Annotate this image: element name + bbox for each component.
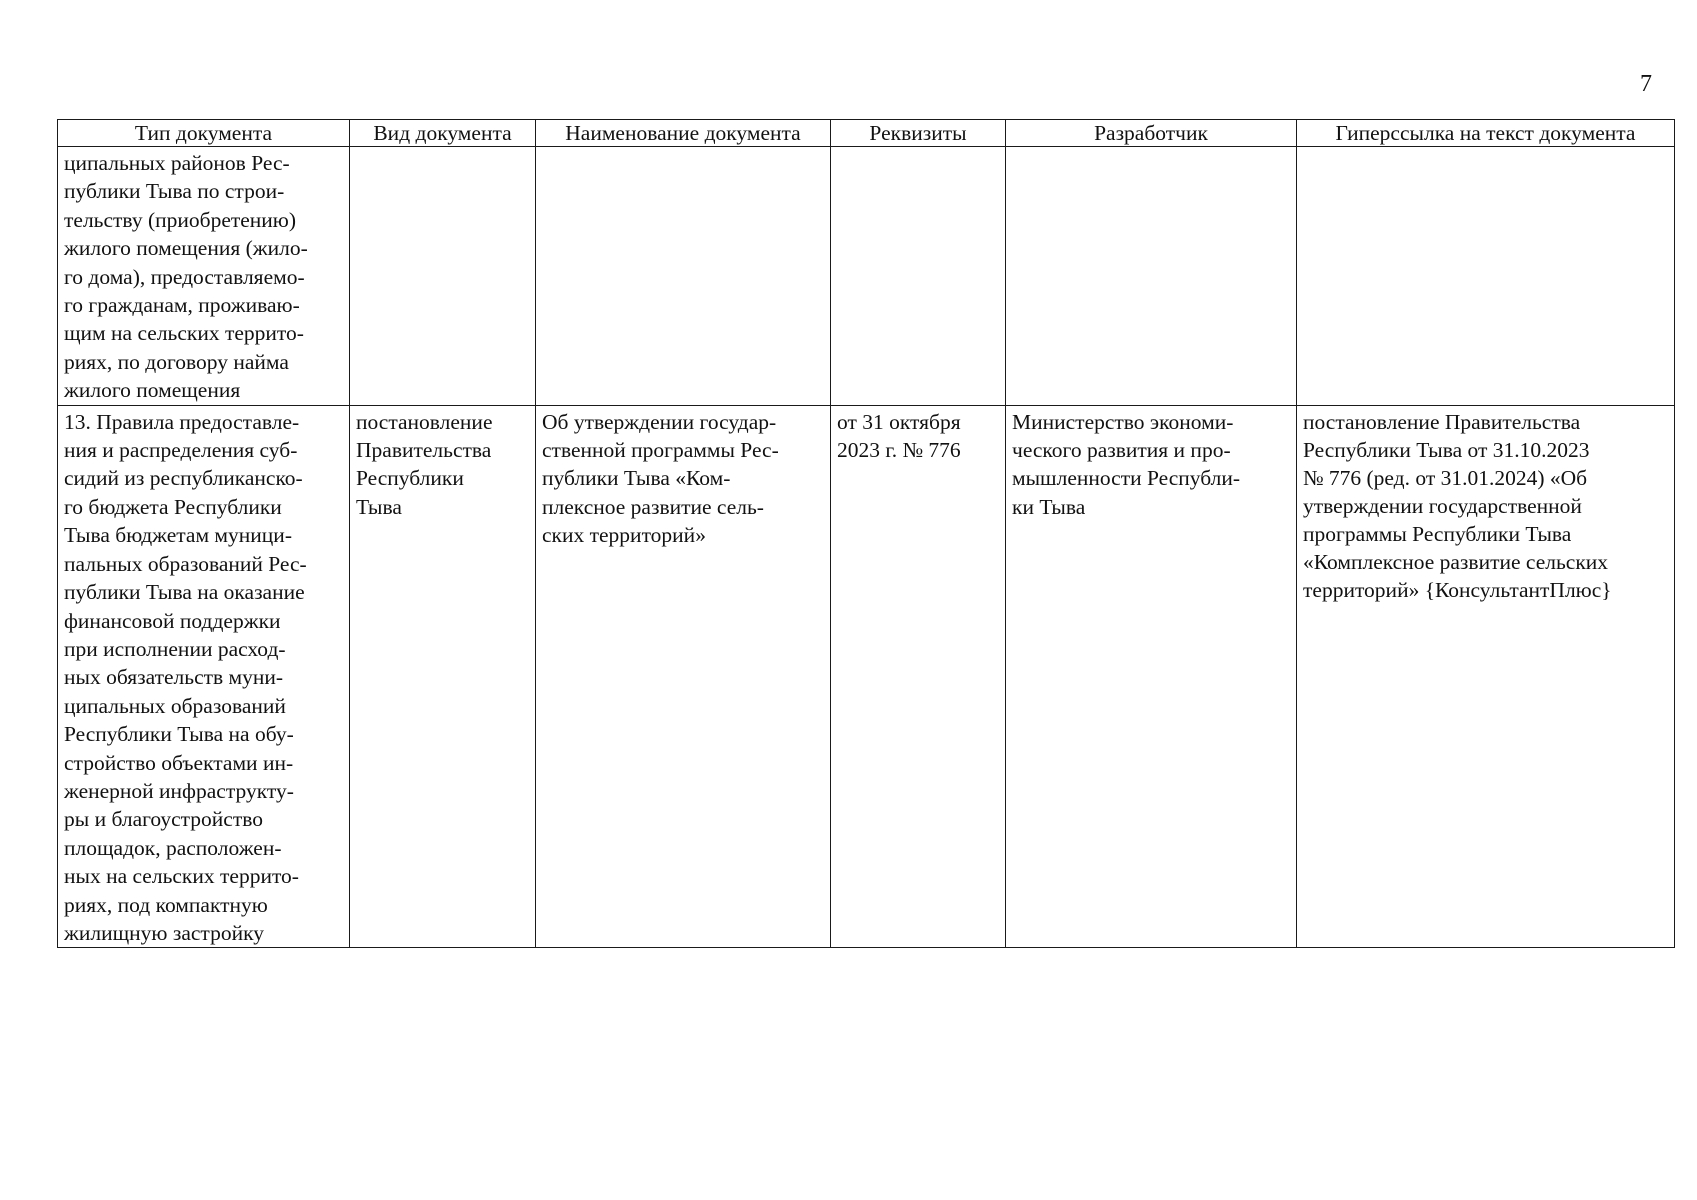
- header-developer: Разработчик: [1006, 120, 1297, 147]
- cell-text: 13. Правила предоставле- ния и распределения суб- сидий из республиканско- го бюджета Республики Тыва бюджетам муници- пальных образований Рес- публики Тыва на оказание финансовой поддержки при исполнении расход- ных обязательств муни- ципальных образований Республики Тыва на обу- стройство объектами ин- женерной инфраструкту- ры и благоустройство площадок, расположен- ных на сельских террито- риях, под компактную жилищную застройку: [64, 409, 307, 945]
- header-hyperlink: Гиперссылка на текст документа: [1297, 120, 1675, 147]
- cell-document-details: [831, 405, 1006, 948]
- documents-table: [57, 119, 1675, 948]
- cell-document-kind: [350, 147, 536, 406]
- cell-text: ципальных районов Рес- публики Тыва по строи- тельству (приобретению) жилого помещения (жило- го дома), предоставляемо- го гражданам, проживаю- щим на сельских террито- риях, по договору найма жилого помещения: [64, 151, 308, 403]
- table-header-row: [58, 120, 1675, 147]
- header-document-type: Тип документа: [58, 120, 350, 147]
- cell-document-details: [831, 147, 1006, 406]
- cell-document-name: [536, 147, 831, 406]
- cell-document-type: [58, 405, 350, 948]
- cell-document-type: [58, 147, 350, 406]
- header-document-name: Наименование документа: [536, 120, 831, 147]
- cell-text: от 31 октября 2023 г. № 776: [837, 409, 961, 463]
- cell-text: постановление Правительства Республики Тыва от 31.10.2023 № 776 (ред. от 31.01.2024) «Об утверждении государственной программы Республики Тыва «Комплексное развитие сельских территорий» {КонсультантПлюс}: [1303, 409, 1612, 602]
- cell-text: Об утверждении государ- ственной программы Рес- публики Тыва «Ком- плексное развитие сель- ских территорий»: [542, 409, 779, 548]
- cell-document-name: [536, 405, 831, 948]
- cell-text: постановление Правительства Республики Тыва: [356, 409, 493, 519]
- page-number: 7: [1640, 71, 1652, 97]
- cell-text: Министерство экономи- ческого развития и про- мышленности Республи- ки Тыва: [1012, 409, 1241, 519]
- cell-developer: [1006, 405, 1297, 948]
- cell-developer: [1006, 147, 1297, 406]
- table-row: [58, 405, 1675, 948]
- table-row: [58, 147, 1675, 406]
- header-document-details: Реквизиты: [831, 120, 1006, 147]
- cell-hyperlink: [1297, 147, 1675, 406]
- cell-document-kind: [350, 405, 536, 948]
- cell-hyperlink: [1297, 405, 1675, 948]
- header-document-kind: Вид документа: [350, 120, 536, 147]
